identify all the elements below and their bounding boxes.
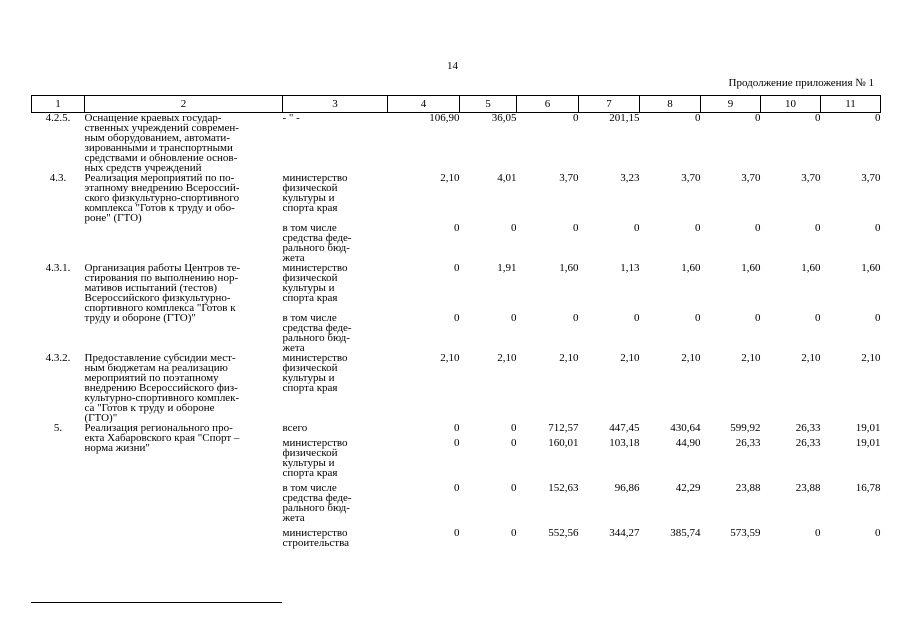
column-header: 2 <box>85 96 283 113</box>
value: 0 <box>695 222 701 234</box>
executor-line: средства феде- <box>282 232 352 244</box>
value: 3,23 <box>620 172 640 184</box>
column-header: 6 <box>517 96 579 113</box>
value: 0 <box>454 312 460 324</box>
value-cell <box>388 173 460 263</box>
row-title-line: норма жизни" <box>84 442 150 454</box>
value-cell <box>821 263 881 353</box>
value: 23,88 <box>735 482 761 494</box>
value: 1,91 <box>497 262 517 274</box>
value-cell <box>821 173 881 263</box>
value: 19,01 <box>855 437 881 449</box>
table-row <box>32 263 881 353</box>
value-cell <box>388 113 460 174</box>
executor-line: спорта края <box>282 202 338 214</box>
value: 0 <box>454 527 460 539</box>
value: 2,10 <box>741 352 761 364</box>
executor-line: рального бюд- <box>282 332 350 344</box>
bottom-rule <box>31 602 282 603</box>
row-title-line: ным бюджетам на реализацию <box>84 362 228 374</box>
value-cell <box>517 173 579 263</box>
value: 4,01 <box>497 172 517 184</box>
value-cell <box>701 423 761 548</box>
executor-line: физической <box>282 272 338 284</box>
executor-line: жета <box>282 342 305 354</box>
value: 0 <box>695 112 701 124</box>
value: 0 <box>695 312 701 324</box>
executor-line: жета <box>282 252 305 264</box>
value: 0 <box>573 312 579 324</box>
value: 1,13 <box>620 262 640 274</box>
value: 3,70 <box>861 172 881 184</box>
value-cell <box>517 113 579 174</box>
value: 1,60 <box>559 262 579 274</box>
row-title-line: Реализация регионального про- <box>84 422 233 434</box>
row-title-line: Оснащение краевых государ- <box>84 112 222 124</box>
row-number: 4.2.5. <box>45 112 71 124</box>
value: 599,92 <box>730 422 761 434</box>
value: 0 <box>454 262 460 274</box>
value: 0 <box>511 437 517 449</box>
column-header: 3 <box>283 96 388 113</box>
executor-line: культуры и <box>282 282 335 294</box>
value: 26,33 <box>795 437 821 449</box>
row-title <box>85 263 283 353</box>
value: 2,10 <box>681 352 701 364</box>
row-title-line: са "Готов к труду и обороне <box>84 402 215 414</box>
value: 0 <box>454 482 460 494</box>
value: 0 <box>511 482 517 494</box>
executor-cell <box>283 113 388 174</box>
value-cell <box>640 113 701 174</box>
value: 344,27 <box>609 527 640 539</box>
value: 1,60 <box>681 262 701 274</box>
row-number: 4.3.2. <box>45 352 71 364</box>
value: 0 <box>875 527 881 539</box>
row-number: 4.3. <box>49 172 67 184</box>
value-cell <box>761 263 821 353</box>
value-cell <box>640 423 701 548</box>
row-title-line: ным оборудованием, автомати- <box>84 132 230 144</box>
table-row <box>32 423 881 548</box>
value: 3,70 <box>681 172 701 184</box>
value: 552,56 <box>548 527 579 539</box>
value-cell <box>701 173 761 263</box>
value: 0 <box>454 437 460 449</box>
value: 0 <box>511 422 517 434</box>
column-header: 11 <box>821 96 881 113</box>
column-header: 8 <box>640 96 701 113</box>
table-row <box>32 113 881 174</box>
page-number: 14 <box>447 60 458 72</box>
appendix-table <box>31 95 881 548</box>
value-cell <box>517 423 579 548</box>
value-cell <box>460 173 517 263</box>
executor-line: строительства <box>282 537 350 549</box>
executor-line: культуры и <box>282 192 335 204</box>
value-cell <box>388 423 460 548</box>
value: 0 <box>755 112 761 124</box>
continuation-note: Продолжение приложения № 1 <box>728 77 874 89</box>
executor-line: средства феде- <box>282 322 352 334</box>
value-cell <box>460 423 517 548</box>
value-cell <box>761 353 821 423</box>
row-title-line: этапному внедрению Всероссий- <box>84 182 240 194</box>
value: 0 <box>573 112 579 124</box>
row-title-line: мероприятий по поэтапному <box>84 372 219 384</box>
value: 0 <box>875 222 881 234</box>
value: 96,86 <box>614 482 640 494</box>
row-title-line: труду и обороне (ГТО)" <box>84 312 196 324</box>
row-title-line: средствами и обновление основ- <box>84 152 238 164</box>
value: 0 <box>454 222 460 234</box>
value-cell <box>460 263 517 353</box>
row-title-line: внедрению Всероссийского физ- <box>84 382 238 394</box>
value: 2,10 <box>440 352 460 364</box>
row-title-line: ных средств учреждений <box>84 162 202 174</box>
executor-line: физической <box>282 447 338 459</box>
value: 201,15 <box>609 112 640 124</box>
executor-line: всего <box>282 422 308 434</box>
value: 0 <box>511 312 517 324</box>
value-cell <box>640 353 701 423</box>
value: 0 <box>815 527 821 539</box>
row-title-line: зированными и транспортными <box>84 142 233 154</box>
value-cell <box>579 173 640 263</box>
value: 0 <box>634 312 640 324</box>
executor-line: физической <box>282 362 338 374</box>
value: 3,70 <box>801 172 821 184</box>
value: 0 <box>815 312 821 324</box>
executor-line: министерство <box>282 352 348 364</box>
value-cell <box>640 173 701 263</box>
value-cell <box>701 113 761 174</box>
value-cell <box>388 263 460 353</box>
row-title-line: культурно-спортивного комплек- <box>84 392 240 404</box>
table-row <box>32 173 881 263</box>
value: 0 <box>573 222 579 234</box>
value-cell <box>579 113 640 174</box>
value: 106,90 <box>429 112 460 124</box>
row-title-line: ственных учреждений современ- <box>84 122 239 134</box>
value-cell <box>517 353 579 423</box>
value: 0 <box>815 222 821 234</box>
column-header: 4 <box>388 96 460 113</box>
executor-line: в том числе <box>282 482 337 494</box>
column-header: 9 <box>701 96 761 113</box>
executor-line: министерство <box>282 527 348 539</box>
executor-line: министерство <box>282 262 348 274</box>
value: 42,29 <box>675 482 701 494</box>
value: 1,60 <box>741 262 761 274</box>
table-row <box>32 353 881 423</box>
executor-line: в том числе <box>282 312 337 324</box>
value: 3,70 <box>559 172 579 184</box>
row-title-line: ского физкультурно-спортивного <box>84 192 240 204</box>
executor-line: в том числе <box>282 222 337 234</box>
value-cell <box>517 263 579 353</box>
value-cell <box>761 173 821 263</box>
value: 2,10 <box>861 352 881 364</box>
value: 573,59 <box>730 527 761 539</box>
value-cell <box>701 353 761 423</box>
row-title-line: роне" (ГТО) <box>84 212 142 224</box>
executor-line: рального бюд- <box>282 502 350 514</box>
row-title <box>85 113 283 174</box>
value: 1,60 <box>861 262 881 274</box>
executor-cell <box>283 263 388 353</box>
value: 1,60 <box>801 262 821 274</box>
column-header: 5 <box>460 96 517 113</box>
row-title-line: комплекса "Готов к труду и обо- <box>84 202 235 214</box>
row-number: 4.3.1. <box>45 262 71 274</box>
value: 26,33 <box>795 422 821 434</box>
executor-cell <box>283 423 388 548</box>
value: 0 <box>511 527 517 539</box>
value-cell <box>388 353 460 423</box>
value: 0 <box>634 222 640 234</box>
value: 2,10 <box>801 352 821 364</box>
executor-line: министерство <box>282 172 348 184</box>
value: 160,01 <box>548 437 579 449</box>
value: 0 <box>875 312 881 324</box>
value: 430,64 <box>670 422 701 434</box>
value: 2,10 <box>440 172 460 184</box>
column-header: 7 <box>579 96 640 113</box>
value-cell <box>701 263 761 353</box>
row-title-line: Предоставление субсидии мест- <box>84 352 236 364</box>
value: 2,10 <box>559 352 579 364</box>
executor-line: - " - <box>282 112 300 124</box>
row-title-line: спортивного комплекса "Готов к <box>84 302 236 314</box>
executor-line: спорта края <box>282 292 338 304</box>
executor-cell <box>283 173 388 263</box>
value: 2,10 <box>497 352 517 364</box>
value: 385,74 <box>670 527 701 539</box>
value: 152,63 <box>548 482 579 494</box>
executor-line: средства феде- <box>282 492 352 504</box>
value-cell <box>821 423 881 548</box>
value-cell <box>761 423 821 548</box>
executor-line: культуры и <box>282 457 335 469</box>
row-title-line: Реализация мероприятий по по- <box>84 172 235 184</box>
value: 712,57 <box>548 422 579 434</box>
row-title-line: стирования по выполнению нор- <box>84 272 239 284</box>
row-title-line: екта Хабаровского края "Спорт – <box>84 432 240 444</box>
value: 0 <box>815 112 821 124</box>
executor-line: спорта края <box>282 467 338 479</box>
row-title-line: (ГТО)" <box>84 412 118 424</box>
value: 19,01 <box>855 422 881 434</box>
row-title-line: Организация работы Центров те- <box>84 262 241 274</box>
value-cell <box>821 353 881 423</box>
column-header: 10 <box>761 96 821 113</box>
row-title <box>85 353 283 423</box>
value-cell <box>761 113 821 174</box>
row-title <box>85 173 283 263</box>
value: 447,45 <box>609 422 640 434</box>
executor-line: министерство <box>282 437 348 449</box>
executor-line: жета <box>282 512 305 524</box>
value: 44,90 <box>675 437 701 449</box>
executor-cell <box>283 353 388 423</box>
executor-line: рального бюд- <box>282 242 350 254</box>
value-cell <box>460 353 517 423</box>
row-title <box>85 423 283 548</box>
table-header-row <box>32 96 881 113</box>
value-cell <box>579 353 640 423</box>
value: 0 <box>755 312 761 324</box>
row-number: 5. <box>53 422 63 434</box>
value: 103,18 <box>609 437 640 449</box>
value: 36,05 <box>491 112 517 124</box>
value: 3,70 <box>741 172 761 184</box>
value-cell <box>579 423 640 548</box>
value: 23,88 <box>795 482 821 494</box>
executor-line: спорта края <box>282 382 338 394</box>
executor-line: физической <box>282 182 338 194</box>
value: 0 <box>875 112 881 124</box>
value-cell <box>640 263 701 353</box>
value-cell <box>460 113 517 174</box>
row-title-line: Всероссийского физкультурно- <box>84 292 231 304</box>
executor-line: культуры и <box>282 372 335 384</box>
value: 0 <box>454 422 460 434</box>
value: 2,10 <box>620 352 640 364</box>
row-title-line: мативов испытаний (тестов) <box>84 282 218 294</box>
value: 0 <box>511 222 517 234</box>
value-cell <box>579 263 640 353</box>
value: 26,33 <box>735 437 761 449</box>
value-cell <box>821 113 881 174</box>
value: 0 <box>755 222 761 234</box>
value: 16,78 <box>855 482 881 494</box>
column-header: 1 <box>32 96 85 113</box>
